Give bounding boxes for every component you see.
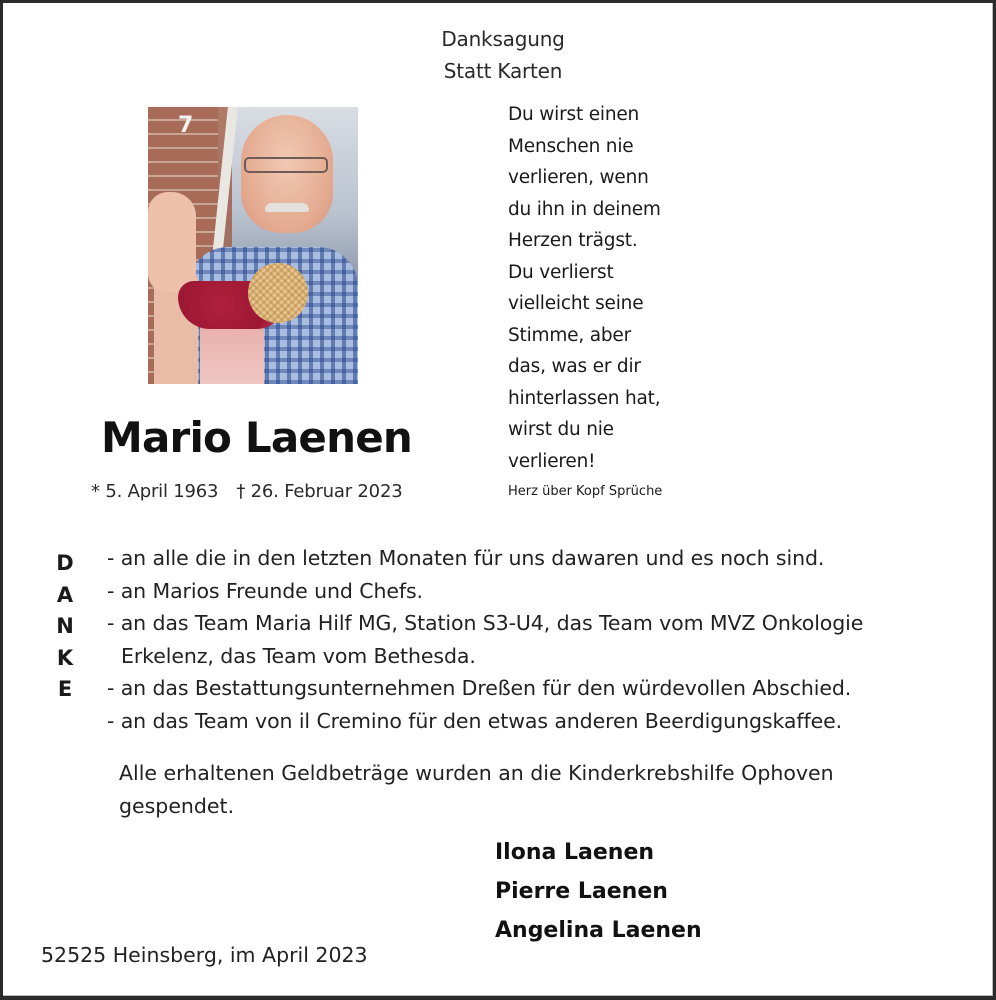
danke-letter: A xyxy=(56,582,74,607)
danke-letter: D xyxy=(56,551,74,575)
poem-line: Du verlierst xyxy=(508,261,614,283)
photo-house-number: 7 xyxy=(178,113,194,138)
poem-line: hinterlassen hat, xyxy=(508,387,661,409)
poem-line: Herzen trägst. xyxy=(508,230,638,251)
poem-line: wirst du nie xyxy=(508,419,614,440)
photo-glasses xyxy=(244,157,328,173)
poem-line: Menschen nie xyxy=(508,135,634,157)
thanks-item: - an alle die in den letzten Monaten für uns dawaren und es noch sind. xyxy=(107,546,825,570)
donation-line: Alle erhaltenen Geldbeträge wurden an die Kinderkrebshilfe Ophoven xyxy=(119,761,834,785)
donation-note xyxy=(119,757,834,822)
thanks-list xyxy=(107,542,863,738)
poem-source: Herz über Kopf Sprüche xyxy=(508,484,663,499)
deceased-name: Mario Laenen xyxy=(101,413,412,462)
poem-line: Stimme, aber xyxy=(508,324,631,346)
sundae-glass xyxy=(200,327,264,384)
header-title: Danksagung xyxy=(441,27,565,51)
photo-face xyxy=(241,115,333,233)
signer-name: Ilona Laenen xyxy=(495,840,655,865)
thanks-item: - an das Team Maria Hilf MG, Station S3-U4, das Team vom MVZ Onkologie xyxy=(107,611,864,636)
life-dates xyxy=(91,481,402,502)
danke-letter: E xyxy=(57,677,73,701)
poem-line: verlieren! xyxy=(508,450,596,472)
poem-line: vielleicht seine xyxy=(508,293,644,314)
sundae-waffle xyxy=(248,263,308,323)
death-date: 26. Februar 2023 xyxy=(250,481,403,502)
danke-vertical xyxy=(55,548,75,706)
photo-sundae xyxy=(178,267,288,384)
poem xyxy=(508,99,661,477)
signers xyxy=(495,833,702,950)
donation-line: gespendet. xyxy=(119,793,235,818)
place-and-date: 52525 Heinsberg, im April 2023 xyxy=(41,943,368,967)
portrait-photo xyxy=(148,107,358,384)
signer-name: Pierre Laenen xyxy=(495,879,668,904)
birth-date: 5. April 1963 xyxy=(105,481,219,502)
poem-line: Du wirst einen xyxy=(508,104,640,125)
poem-line: verlieren, wenn xyxy=(508,167,649,188)
signer-name: Angelina Laenen xyxy=(495,918,702,943)
thanks-item: - an das Team von il Cremino für den etwas anderen Beerdigungskaffee. xyxy=(107,708,843,733)
header xyxy=(383,23,623,87)
death-cross-icon: † xyxy=(236,481,246,502)
header-subtitle: Statt Karten xyxy=(443,59,563,83)
obituary-page xyxy=(3,3,993,996)
born-symbol: * xyxy=(91,481,100,502)
thanks-item-continuation: Erkelenz, das Team vom Bethesda. xyxy=(121,643,476,668)
thanks-item: - an das Bestattungsunternehmen Dreßen für den würdevollen Abschied. xyxy=(107,676,852,701)
thanks-item: - an Marios Freunde und Chefs. xyxy=(107,578,423,603)
poem-line: das, was er dir xyxy=(508,356,641,377)
danke-letter: N xyxy=(56,614,74,638)
photo-mustache xyxy=(265,203,309,212)
poem-line: du ihn in deinem xyxy=(508,198,661,220)
danke-letter: K xyxy=(56,645,74,670)
